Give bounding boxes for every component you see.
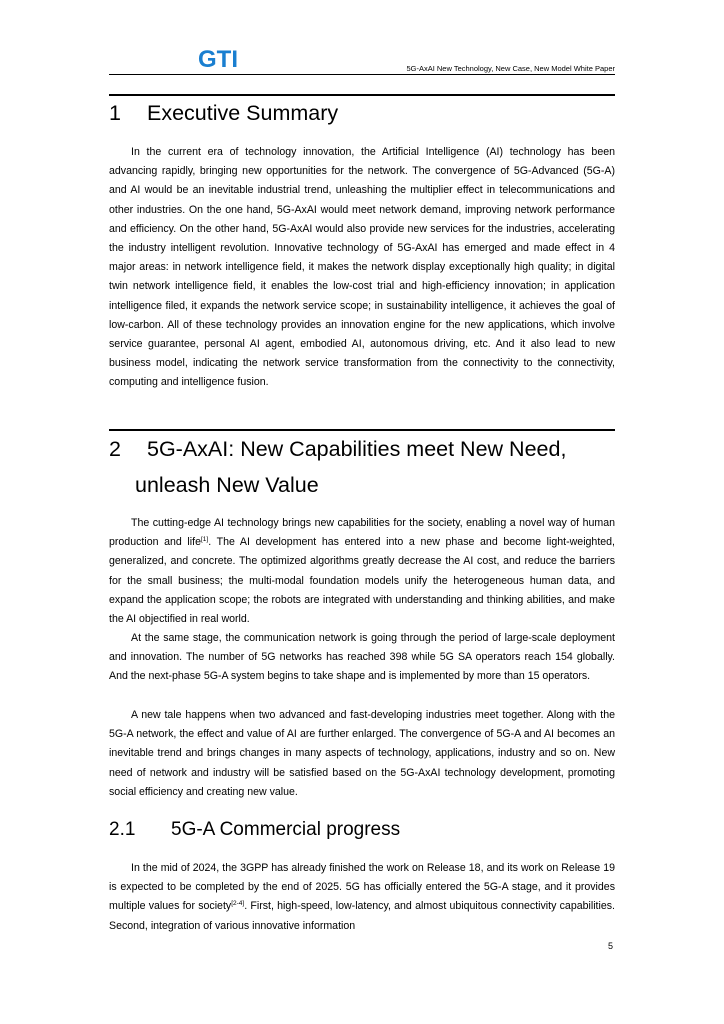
header-divider <box>109 74 615 75</box>
page-number: 5 <box>607 941 613 951</box>
citation-2-4: [2-4] <box>231 900 245 908</box>
section-2-1-heading <box>109 818 400 842</box>
citation-1: [1] <box>200 536 209 544</box>
executive-summary-paragraph: In the current era of technology innovation, the Artificial Intelligence (AI) technology has been advancing rapidly, bringing new opportunities for the network. The convergence of 5G-Advanced (5G-A) and AI would be an inevitable industrial trend, unleashing the multiplier effect in telecommunications and other industries. On the one hand, 5G-AxAI would meet network demand, improving network performance and efficiency. On the other hand, 5G-AxAI would also provide new services for the industries, accelerating the industry intelligent revolution. Innovative technology of 5G-AxAI has emerged and made effect in 4 major areas: in network intelligence field, it makes the network display exceptionally high quality; in digital twin network intelligence field, it enables the low-cost trial and high-efficiency innovation; in application intelligence filed, it expands the network service scope; in sustainability intelligence, it achieves the goal of low-carbon. All of these technology provides an innovation engine for the new applications, which involve service guarantee, personal AI agent, embodied AI, autonomous driving, etc. And it also lead to new business model, indicating the network service transformation from the connectivity to the connectivity, computing and intelligence fusion. <box>109 146 615 389</box>
section-2-number: 2 <box>109 437 121 461</box>
header-document-title: 5G-AxAI New Technology, New Case, New Model White Paper <box>406 64 615 73</box>
paragraph-text: . First, high-speed, low-latency, and almost ubiquitous connectivity capabilities. Second, integration of various innovative information <box>109 900 615 932</box>
paragraph-text: In the mid of 2024, the 3GPP has already finished the work on Release 18, and its work on Release 19 is expected to be completed by the end of 2025. 5G has officially entered the 5G-A stage, and it provides multiple values for society <box>109 862 615 913</box>
section-2-1-paragraph-1 <box>109 859 615 936</box>
paragraph-text: The cutting-edge AI technology brings new capabilities for the society, enabling a novel way of human production and life <box>109 517 615 549</box>
section-2-1-title: 5G-A Commercial progress <box>171 819 401 840</box>
section-2-1-number: 2.1 <box>109 819 136 840</box>
section-2-heading <box>109 431 566 503</box>
paragraph-text: . The AI development has entered into a new phase and become light-weighted, generalized, and concrete. The optimized algorithms greatly decrease the AI cost, and reduce the barriers for the small business; the multi-modal foundation models unify the heterogeneous human data, and expand the application scope; the robots are integrated with understanding and thinking abilities, and make the AI objectified in real world. <box>109 536 615 626</box>
section-1-number: 1 <box>109 101 121 125</box>
section-2-title-line1: 5G-AxAI: New Capabilities meet New Need, <box>147 437 567 461</box>
gti-logo: GTI <box>198 46 238 73</box>
section-2-paragraph-3: A new tale happens when two advanced and fast-developing industries meet together. Along with the 5G-A network, the effect and value of AI are further enlarged. The convergence of 5G-A and AI becomes an inevitable trend and brings changes in many aspects of technology, applications, industry and so on. New need of network and industry will be satisfied based on the 5G-AxAI technology development, promoting social efficiency and creating new value. <box>109 709 615 798</box>
section-2-title-line2: unleash New Value <box>135 473 319 497</box>
section-1-heading <box>109 95 338 131</box>
section-2-paragraph-1 <box>109 514 615 629</box>
section-1-title: Executive Summary <box>147 101 339 125</box>
section-2-paragraph-2: At the same stage, the communication network is going through the period of large-scale deployment and innovation. The number of 5G networks has reached 398 while 5G SA operators reach 154 globally. And the next-phase 5G-A system begins to take shape and is implemented by more than 15 operators. <box>109 632 615 683</box>
